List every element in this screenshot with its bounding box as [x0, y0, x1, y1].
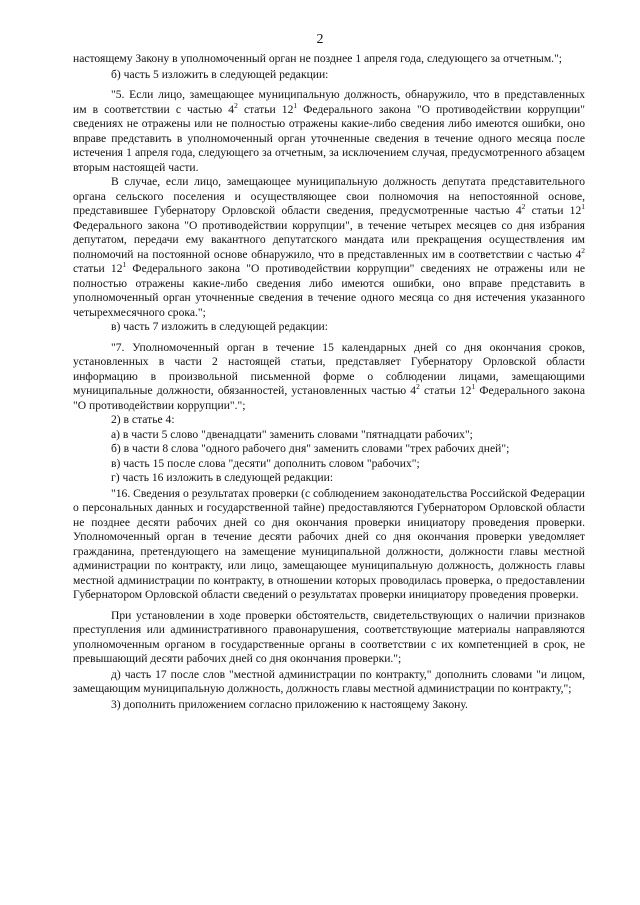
- paragraph-appendix: 3) дополнить приложением согласно приложению к настоящему Закону.: [111, 697, 468, 711]
- paragraph-part5-text: "5. Если лицо, замещающее муниципальную должность, обнаружило, что в представленных им в соответствии с частью $4^2$ статьи $12^1$ Федерального закона "О противодействии коррупции" сведениях не отражены или не полностью отражены какие-либо сведения либо имеются ошибки, оно вправе представить в уполномоченный орган уточненные сведения в течение одного месяца после истечения 1 апреля года, следующего за отчетным, за исключением случая, предусмотренного абзацем вторым настоящей части.: [73, 88, 585, 174]
- paragraph-item-a: а) в части 5 слово "двенадцати" заменить словами "пятнадцати рабочих";: [111, 427, 473, 441]
- paragraph-part7-text: "7. Уполномоченный орган в течение 15 календарных дней со дня окончания сроков, установленных в части 2 настоящей статьи, представляет Губернатору Орловской области информацию в произвольной письменной форме о соблюдении лицами, замещающими муниципальные должности, обязанностей, установленных частью $4^2$ статьи $12^1$ Федерального закона "О противодействии коррупции".";: [73, 340, 585, 412]
- document-body: [73, 52, 585, 712]
- paragraph-item-g: г) часть 16 изложить в следующей редакции:: [111, 471, 334, 484]
- paragraph-article4: 2) в статье 4:: [111, 413, 175, 426]
- paragraph-item-b: б) в части 8 слова "одного рабочего дня" заменить словами "трех рабочих дней";: [111, 442, 510, 455]
- paragraph-continuation: настоящему Закону в уполномоченный орган не позднее 1 апреля года, следующего за отчетным.";: [73, 52, 563, 65]
- paragraph-item-v-part7: в) часть 7 изложить в следующей редакции:: [111, 320, 328, 333]
- paragraph-part5-deputy: В случае, если лицо, замещающее муниципальную должность депутата представительного органа сельского поселения и осуществляющее свои полномочия на непостоянной основе, представившее Губернатору Орловской области сведения, предусмотренные частью $4^2$ статьи $12^1$ Федерального закона "О противодействии коррупции", в течение четырех месяцев со дня избрания депутатом, передачи ему вакантного депутатского мандата или прекращения осуществления им полномочий на постоянной основе обнаружило, что в представленных им в соответствии с частью $4^2$ статьи $12^1$ Федерального закона "О противодействии коррупции" сведениях не отражены или не полностью отражены какие-либо сведения либо имеются ошибки, оно вправе представить в уполномоченный орган уточненные сведения в течение одного месяца со дня истечения указанного четырехмесячного срока.";: [73, 175, 586, 319]
- paragraph-item-d: д) часть 17 после слов "местной администрации по контракту," дополнить словами "и лицом, замещающим муниципальную должность, должность главы местной администрации по контракту,";: [73, 667, 585, 695]
- paragraph-item-b-part5: б) часть 5 изложить в следующей редакции:: [111, 67, 329, 81]
- paragraph-item-v: в) часть 15 после слова "десяти" дополнить словом "рабочих";: [111, 456, 420, 470]
- paragraph-part16-crime: При установлении в ходе проверки обстоятельств, свидетельствующих о наличии признаков преступления или административного правонарушения, соответствующие материалы направляются уполномоченным органом в государственные органы в соответствии с их компетенцией в срок, не превышающий десяти рабочих дней со дня окончания проверки.";: [73, 608, 585, 665]
- page-number: 2: [316, 32, 324, 47]
- paragraph-part16-text: "16. Сведения о результатах проверки (с соблюдением законодательства Российской Федерации о персональных данных и государственной тайне) предоставляются Губернатором Орловской области не позднее десяти рабочих дней со дня окончания проверки инициатору проведения проверки. Уполномоченный орган в течение десяти рабочих дней со дня окончания проверки уведомляет гражданина, претендующего на замещение муниципальной должности, должности главы местной администрации по контракту, или лицо, замещающее муниципальную должность, должность главы местной администрации по контракту, в отношении которых проводилась проверка, о предоставлении Губернатором Орловской области сведений о результатах проверки инициатору проведения проверки.: [73, 486, 585, 601]
